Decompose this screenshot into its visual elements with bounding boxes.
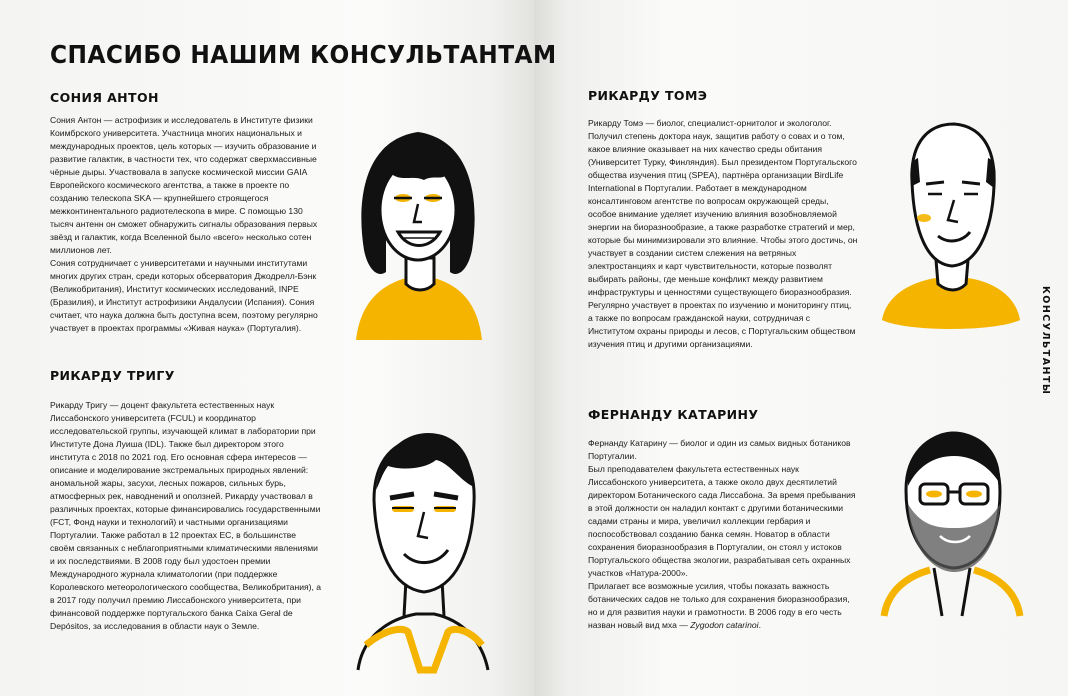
consultant-name-fernando-catarino: ФЕРНАНДУ КАТАРИНУ (588, 407, 759, 422)
bio-paragraph: Сония Антон — астрофизик и исследователь в Институте физики Коимбрского университета. Участница многих национальных и международных проектов, цель которых — изучить образование и развитие галактик, в частности тех, что содержат сверхмассивные чёрные дыры. Участвовала в запуске космической миссии GAIA Европейского космического агентства, а также в проекте по созданию телескопа SKA — крупнейшего строящегося межконтинентального радиотелескопа в мире. С помощью 130 тысяч антенн он сможет обнаружить сигналы образования первых звёзд и галактик, когда Вселенной было «всего» несколько сотен миллионов лет. (50, 115, 318, 255)
consultant-name-sonia: СОНИЯ АНТОН (50, 90, 159, 105)
section-tab: КОНСУЛЬТАНТЫ (1040, 286, 1051, 396)
consultant-bio-ricardo-tome (588, 117, 858, 351)
consultant-name-ricardo-tome: РИКАРДУ ТОМЭ (588, 88, 708, 103)
bio-paragraph: Был преподавателем факультета естественных наук Лиссабонского университета, а также около двух десятилетий директором Ботанического сада Лиссабона. За время пребывания в этой должности он наладил контакт с другими ботаническими садами страны и мира, увеличил коллекции гербария и поспособствовал созданию банка семян. Новатор в области сохранения биоразнообразия в Португалии, он стоял у истоков Португальского общества экологии, разрабатывая сеть охранных участков «Натура-2000». (588, 464, 856, 578)
portrait-fernando-catarino (876, 420, 1028, 620)
page-title: СПАСИБО НАШИМ КОНСУЛЬТАНТАМ (50, 40, 557, 69)
portrait-ricardo-tome (876, 110, 1026, 340)
consultant-name-ricardo-trigo: РИКАРДУ ТРИГУ (50, 368, 175, 383)
bio-paragraph: Сония сотрудничает с университетами и научными институтами многих других стран, среди которых обсерватория Джодрелл-Бэнк (Великобритания), Институт космических исследований, INPE (Бразилия), и Институт астрофизики Андалусии (Испания). Сония считает, что наука должна быть доступна всем, поэтому регулярно участвует в проектах программы «Живая наука» (Португалия). (50, 258, 318, 333)
consultant-bio-fernando-catarino (588, 437, 858, 632)
bio-paragraph (588, 580, 858, 632)
consultant-bio-sonia (50, 114, 322, 335)
bio-paragraph: Фернанду Катарину — биолог и один из самых видных ботаников Португалии. (588, 438, 851, 461)
bio-text-end: . (758, 620, 761, 630)
species-name: Zygodon catarinoi (690, 620, 759, 630)
portrait-sonia-anton (338, 100, 498, 345)
consultant-bio-ricardo-trigo (50, 399, 322, 633)
bio-paragraph: Рикарду Тригу — доцент факультета естественных наук Лиссабонского университета (FCUL) и координатор исследовательской группы, изучающей климат в лаборатории при Институте Дона Луиша (IDL). Также был директором этого института с 2018 по 2021 год. Его основная сфера интересов — описание и моделирование экстремальных природных явлений: аномальной жары, засухи, лесных пожаров, сильных бурь, атмосферных рек, наводнений и оползней. Рикарду участвовал в различных проектах, которые финансировались государственными (FCT, Фонд науки и технологий) и частными организациями Португалии. Также работал в 12 проектах ЕС, в большинстве своём связанных с неблагоприятными климатическими явлениями и их последствиями. В 2008 году был удостоен премии Международного журнала климатологии (при поддержке Королевского метеорологического сообщества, Великобритания), а в 2017 году получил премию Лиссабонского университета, при финансовой поддержке португальского банка Caixa Geral de Depósitos, за исследования в области наук о Земле. (50, 400, 322, 631)
bio-paragraph: Рикарду Томэ — биолог, специалист-орнитолог и экологолог. Получил степень доктора наук, защитив работу о совах и о том, какое влияние оказывает на них качество среды обитания (Университет Турку, Финляндия). Был президентом Португальского общества изучения птиц (SPEA), партнёра организации BirdLife International в Португалии. Работает в международном консалтинговом агентстве по вопросам окружающей среды, особое внимание уделяет изучению влияния возобновляемой энергии на биоразнообразие, а также разработке стратегий и мер, которые бы минимизировали это влияние. Чтобы этого достичь, он участвует в создании систем слежения на ветряных электростанциях и карт чувствительности, которые позволят выбирать районы, где меньше конфликт между развитием инфраструктуры и ценностями существующего биоразнообразия. Регулярно участвует в проектах по изучению и мониторингу птиц, а также по вопросам гражданской науки, сотрудничая с Институтом охраны природы и лесов, с Португальским обществом изучения птиц и другими организациями. (588, 118, 858, 349)
portrait-ricardo-trigo (344, 420, 502, 680)
bio-text: Прилагает все возможные усилия, чтобы показать важность ботанических садов не только для сохранения биоразнообразия, но и для развития науки и грамотности. В 2006 году в его честь назван новый вид мха — (588, 581, 850, 630)
